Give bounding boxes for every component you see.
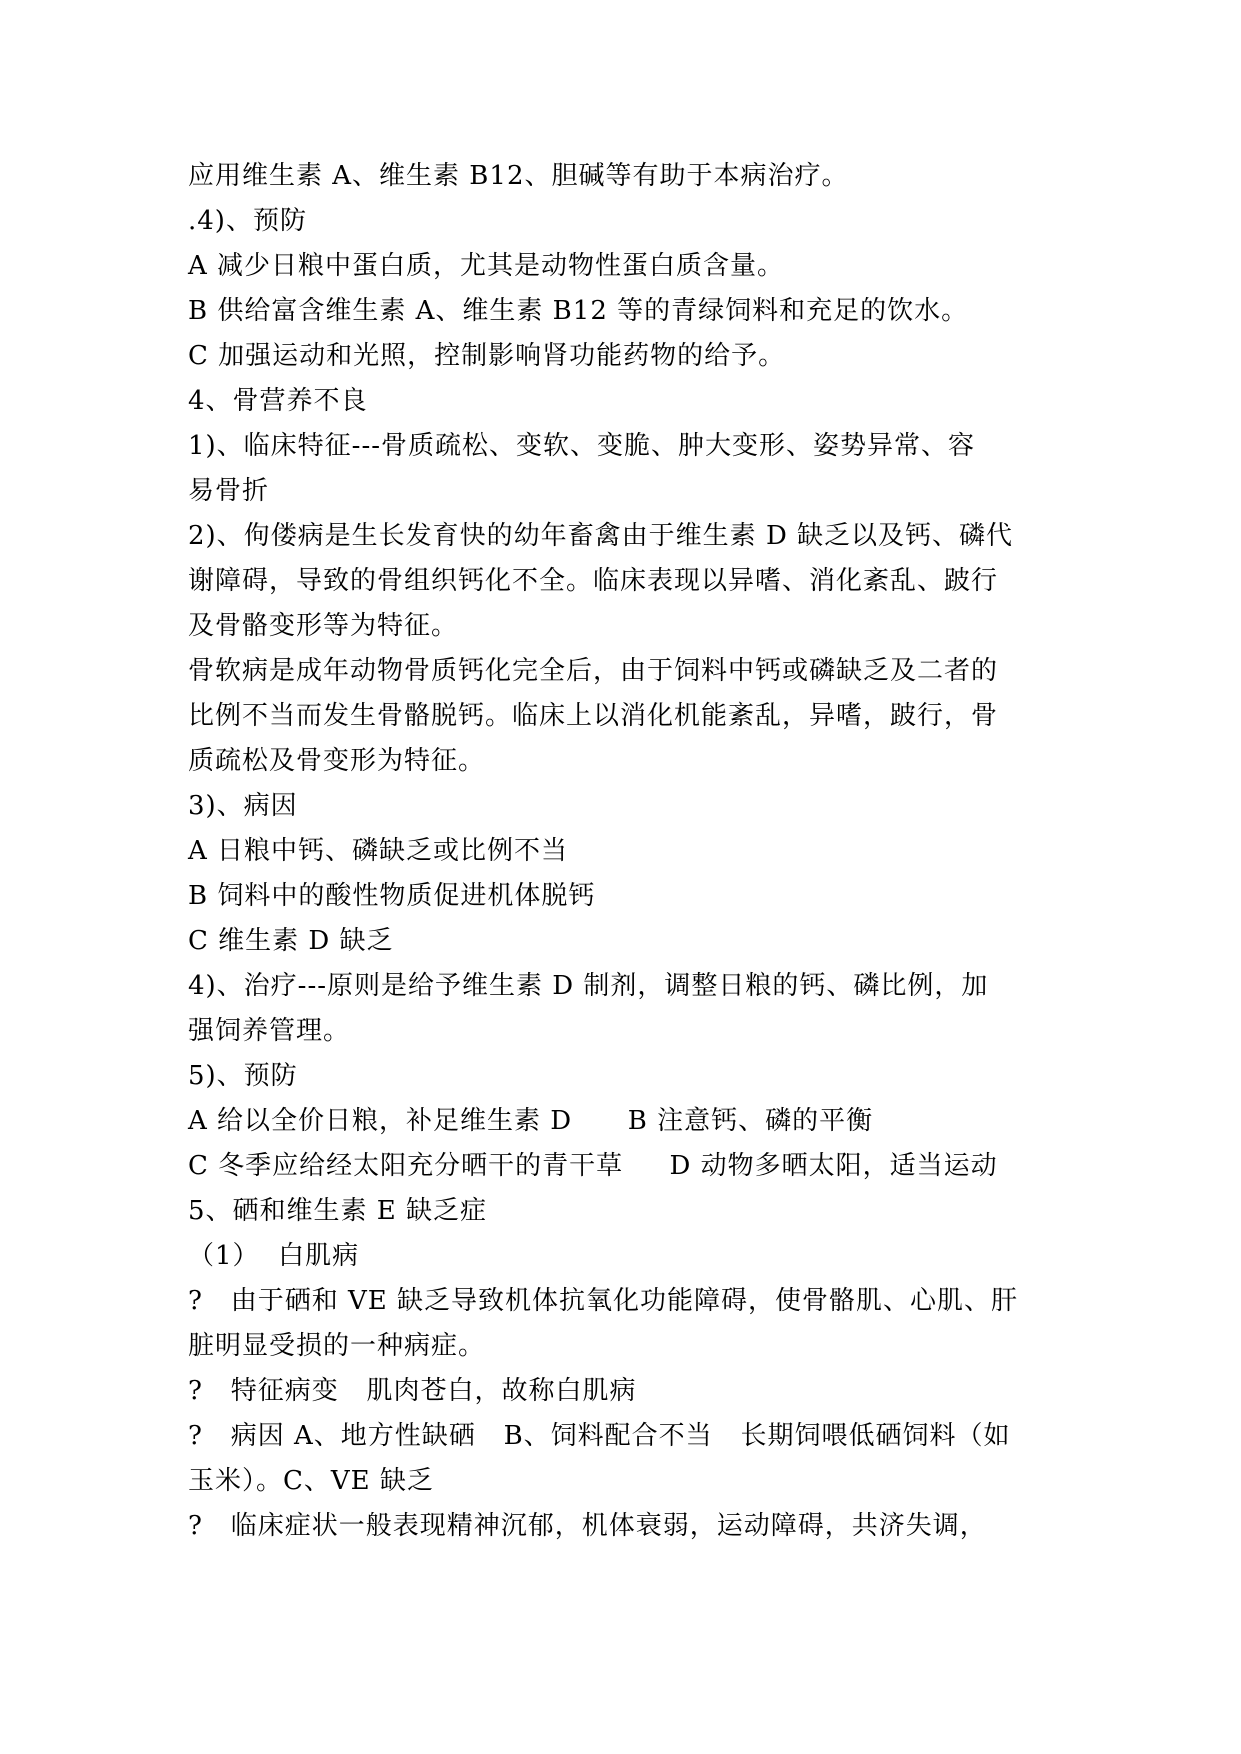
text-line: C 维生素 D 缺乏 [188,926,394,956]
text-line: 及骨骼变形等为特征。 [188,611,459,641]
text-line: C 加强运动和光照，控制影响肾功能药物的给予。 [188,341,786,371]
text-line: 骨软病是成年动物骨质钙化完全后，由于饲料中钙或磷缺乏及二者的 [188,656,999,686]
text-line: A 日粮中钙、磷缺乏或比例不当 [188,836,569,866]
section-heading: （1） 白肌病 [188,1241,360,1271]
text-line: A 给以全价日粮，补足维生素 D B 注意钙、磷的平衡 [188,1106,874,1136]
text-line: 2)、佝偻病是生长发育快的幼年畜禽由于维生素 D 缺乏以及钙、磷代 [188,521,1014,551]
text-line: 易骨折 [188,476,270,506]
text-line: ? 特征病变 肌肉苍白，故称白肌病 [188,1376,637,1406]
text-line: ? 病因 A、地方性缺硒 B、饲料配合不当 长期饲喂低硒饲料（如 [188,1421,1011,1451]
text-line: 脏明显受损的一种病症。 [188,1331,486,1361]
section-heading: .4)、预防 [188,206,307,236]
document-body [188,154,1068,1549]
section-heading: 3)、病因 [188,791,298,821]
text-line: B 供给富含维生素 A、维生素 B12 等的青绿饲料和充足的饮水。 [188,296,969,326]
text-line: A 减少日粮中蛋白质，尤其是动物性蛋白质含量。 [188,251,785,281]
section-heading: 5、硒和维生素 E 缺乏症 [188,1196,488,1226]
text-line: C 冬季应给经太阳充分晒干的青干草 D 动物多晒太阳，适当运动 [188,1151,998,1181]
text-line: 4)、治疗---原则是给予维生素 D 制剂，调整日粮的钙、磷比例，加 [188,971,989,1001]
text-line: 谢障碍，导致的骨组织钙化不全。临床表现以异嗜、消化紊乱、跛行 [188,566,999,596]
text-line: 玉米）。C、VE 缺乏 [188,1466,434,1496]
text-line: ? 由于硒和 VE 缺乏导致机体抗氧化功能障碍，使骨骼肌、心肌、肝 [188,1286,1019,1316]
section-heading: 4、骨营养不良 [188,386,368,416]
text-line: 1)、临床特征---骨质疏松、变软、变脆、肿大变形、姿势异常、容 [188,431,976,461]
text-line: 比例不当而发生骨骼脱钙。临床上以消化机能紊乱，异嗜，跛行，骨 [188,701,999,731]
text-line: 强饲养管理。 [188,1016,351,1046]
section-heading: 5)、预防 [188,1061,298,1091]
text-line: ? 临床症状一般表现精神沉郁，机体衰弱，运动障碍，共济失调， [188,1511,987,1541]
text-line: B 饲料中的酸性物质促进机体脱钙 [188,881,596,911]
text-line: 应用维生素 A、维生素 B12、胆碱等有助于本病治疗。 [188,161,849,191]
text-line: 质疏松及骨变形为特征。 [188,746,486,776]
